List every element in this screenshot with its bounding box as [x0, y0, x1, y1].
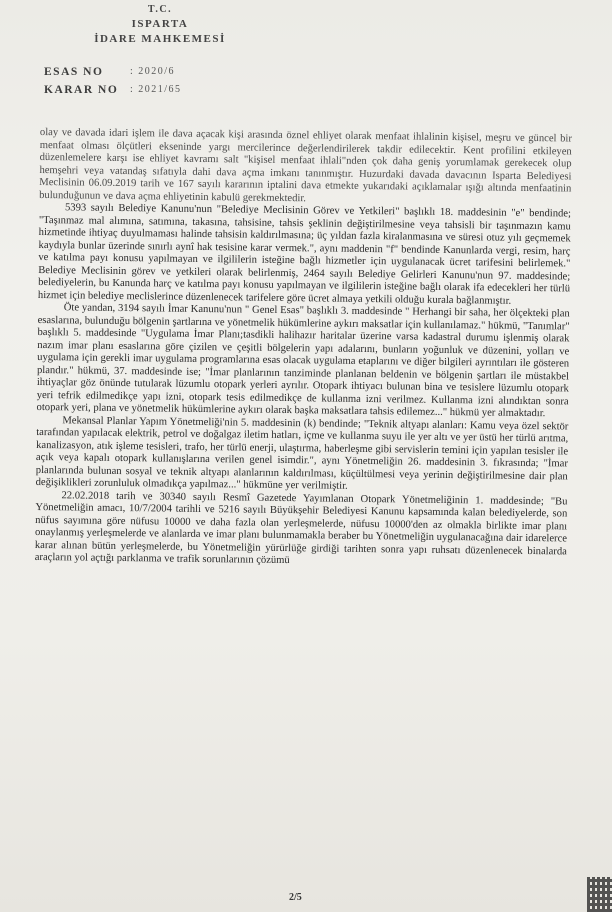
- paragraph: Öte yandan, 3194 sayılı İmar Kanunu'nun " Genel Esas" başlıklı 3. maddesinde " Herhangi bir saha, her ölçekteki plan esaslarına, bulunduğu bölgenin şartlarına ve yönetmelik hükümlerine aykırı maksatlar için kullanılamaz." hükmü, "Tanımlar" başlıklı 5. maddesinde "Uygulama İmar Planı;tasdikli halihazır haritalar üzerine varsa kadastral durumu işlenmiş olarak nazım imar planı esaslarına göre çizilen ve çeşitli bölgelerin yapı adalarını, bunların yoğunluk ve düzenini, yolları ve uygulama için gerekli imar uygulama programlarına esas olacak uygulama etaplarını ve diğer bilgileri ayrıntıları ile gösteren plandır." hükmü, 37. maddesinde ise; "İmar planlarının tanziminde planlanan beldenin ve bölgenin şartları ile müstakbel ihtiyaçlar göz önünde tutularak lüzumlu otopark yerleri ayrılır. Otopark ihtiyacı bulunan bina ve tesislere lüzumlu otopark yeri tefrik edilmedikçe yapı izni, otopark tesis edilmedikçe de kullanma izni verilmez. Kullanma izni alındıktan sonra otopark yeri, plana ve yönetmelik hükümlerine aykırı olarak başka maksatlara tahsis edilemez..." hükmü yer almaktadır.: [36, 302, 570, 420]
- case-numbers: [44, 66, 182, 102]
- paragraph: Mekansal Planlar Yapım Yönetmeliği'nin 5. maddesinin (k) bendinde; "Teknik altyapı alanları: Kamu veya özel sektör tarafından yapılacak elektrik, petrol ve doğalgaz iletim hatları, içme ve kullanma suyu ile yer altı ve yer üstü her türlü arıtma, kanalizasyon, atık işleme tesisleri, trafo, her türlü enerji, ulaştırma, haberleşme gibi servislerin temini için yapılan tesisler ile açık veya kapalı otopark kullanışlarına verilen genel isimdir.", aynı Yönetmeliğin 26. maddesinin 3. fıkrasında; "İmar planlarında bulunan sosyal ve teknik altyapı alanlarının kaldırılması, küçültülmesi veya yerinin değiştirilmesine dair plan değişiklikleri zorunluluk olmadıkça yapılmaz..." hükmüne yer verilmiştir.: [35, 414, 569, 492]
- document-body: [35, 127, 572, 571]
- paragraph: 22.02.2018 tarih ve 30340 sayılı Resmî Gazetede Yayımlanan Otopark Yönetmeliğinin 1. maddesinde; "Bu Yönetmeliğin amacı, 10/7/2004 tarihli ve 5216 sayılı Büyükşehir Belediyesi Kanunu kapsamında kalan belediyelerde, son nüfus sayımına göre nüfusu 10000 ve daha fazla olan yerleşmelerde, nüfusu 10000'den az olmakla birlikte imar planı onaylanmış yerleşmelerde ve alanlarda ve imar planı bulunmamakla beraber bu Yönetmeliğin uygulanacağına dair idarelerce karar alınan bütün yerleşmelerde, bu Yönetmeliğin yürürlüğe girdiği tarihten sonra yapı ruhsatı düzenlenecek binalarda araçların yol açtığı parklanma ve trafik sorunlarının çözümü: [34, 489, 568, 567]
- karar-value: : 2021/65: [130, 84, 182, 95]
- paragraph: 5393 sayılı Belediye Kanunu'nun "Belediye Meclisinin Görev ve Yetkileri" başlıklı 18. maddesinin "e" bendinde; "Taşınmaz mal alımına, satımına, takasına, tahsisine, tahsis şeklinin değiştirilmesine veya tahsisli bir taşınmazın kamu hizmetinde ihtiyaç duyulmaması halinde tahsisin kaldırılmasına; üç yıldan fazla kiralanmasına ve süresi otuz yılı geçmemek kaydıyla bunlar üzerinde sınırlı aynî hak tesisine karar vermek.", aynı maddenin "f" bendinde Kanunlarda vergi, resim, harç ve katılma payı konusu yapılmayan ve ilgililerin isteğine bağlı hizmetler için uygulanacak ücret tarifesini belirlemek." Belediye Meclisinin görev ve yetkileri olarak belirlenmiş, 2464 sayılı Belediye Gelirleri Kanunu'nun 97. maddesinde; belediyelerin, bu Kanunda harç ve katılma payı konusu yapılmayan ve ilgililerin isteğine bağlı olarak ifa edecekleri her türlü hizmet için belediye meclislerince düzenlenecek tarifelere göre ücret almaya yetkili olduğu kurala bağlanmıştır.: [37, 202, 572, 307]
- header-line-court: İDARE MAHKEMESİ: [94, 33, 226, 45]
- header-line-city: ISPARTA: [131, 18, 189, 30]
- qr-code-icon: [587, 877, 612, 912]
- paragraph: olay ve davada idari işlem ile dava açacak kişi arasında öznel ehliyet olarak menfaat ihlalinin kişisel, meşru ve güncel bir menfaat olması ölçütleri ekseninde yargı mercilerince değerlendirilerek takdir edilecektir. Kent profilini etkileyen düzenlemelere karşı ise ehliyet kavramı salt "kişisel menfaat ihlali"nden çok daha geniş yorumlamak gerekecek olup hemşehri veya vatandaş sıfatıyla dahi dava açma imkanı tanınmıştır. Huzurdaki davada davacının Isparta Belediyesi Meclisinin 06.09.2019 tarih ve 167 sayılı kararının iptalini dava etmekte yukarıdaki açıklamalar ışığı altında menfaatinin bulunduğunun ve dava açma ehliyetinin kabulü gerekmektedir.: [39, 127, 572, 204]
- header-line-tc: T.C.: [147, 4, 173, 15]
- karar-row: [44, 84, 182, 102]
- esas-value: : 2020/6: [130, 66, 176, 77]
- court-header: [0, 2, 320, 47]
- page-number: 2/5: [289, 892, 302, 903]
- esas-label: ESAS NO: [44, 66, 104, 78]
- karar-label: KARAR NO: [44, 84, 119, 96]
- esas-row: [44, 66, 182, 84]
